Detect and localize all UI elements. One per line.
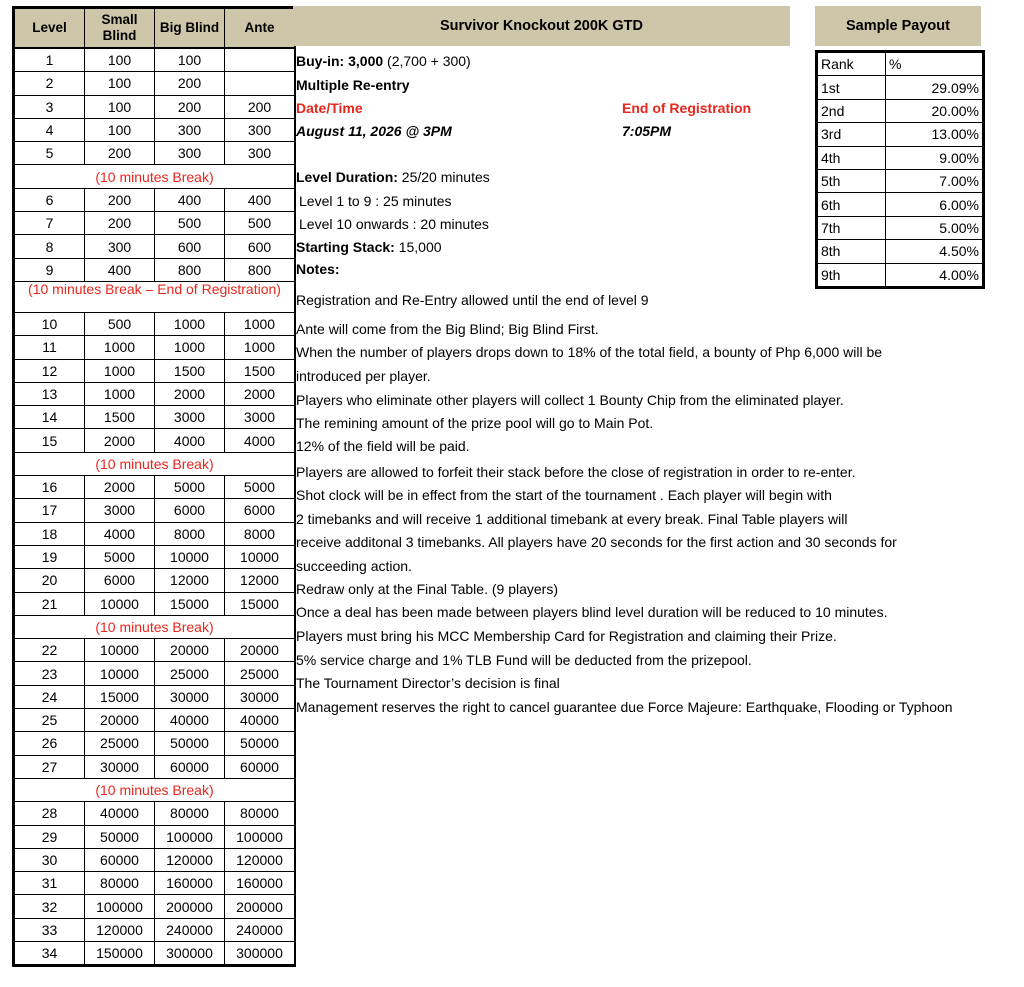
payout-rank: 1st <box>818 76 886 99</box>
big-blind-cell: 12000 <box>155 569 225 592</box>
break-row <box>15 281 295 312</box>
small-blind-cell: 300 <box>85 235 155 258</box>
break-label: (10 minutes Break) <box>15 452 295 475</box>
big-blind-cell: 200 <box>155 95 225 118</box>
levels-body <box>15 48 295 965</box>
big-blind-cell: 80000 <box>155 802 225 825</box>
level-cell: 23 <box>15 662 85 685</box>
big-blind-cell: 1500 <box>155 359 225 382</box>
small-blind-cell: 1500 <box>85 406 155 429</box>
ante-cell: 8000 <box>225 522 295 545</box>
small-blind-cell: 100000 <box>85 895 155 918</box>
payout-row <box>818 263 983 286</box>
big-blind-cell: 1000 <box>155 336 225 359</box>
ante-cell: 600 <box>225 235 295 258</box>
payout-rank: 8th <box>818 240 886 263</box>
ante-cell: 300000 <box>225 941 295 964</box>
level-row <box>15 312 295 335</box>
level-cell: 25 <box>15 709 85 732</box>
big-blind-cell: 600 <box>155 235 225 258</box>
small-blind-cell: 50000 <box>85 825 155 848</box>
payout-rank: 2nd <box>818 99 886 122</box>
level-cell: 4 <box>15 118 85 141</box>
level-row <box>15 755 295 778</box>
level-cell: 19 <box>15 545 85 568</box>
duration-label: Level Duration: <box>296 169 398 185</box>
level-cell: 13 <box>15 382 85 405</box>
small-blind-cell: 60000 <box>85 848 155 871</box>
small-blind-cell: 40000 <box>85 802 155 825</box>
note-line: Registration and Re-Entry allowed until the end of level 9 <box>296 292 649 308</box>
end-registration-label: End of Registration <box>622 100 752 116</box>
payout-rank: 7th <box>818 216 886 239</box>
level-row <box>15 569 295 592</box>
big-blind-cell: 160000 <box>155 872 225 895</box>
level-row <box>15 382 295 405</box>
header-small-blind: Small Blind <box>85 9 155 49</box>
reentry-text: Multiple Re-entry <box>296 77 410 93</box>
small-blind-cell: 120000 <box>85 918 155 941</box>
ante-cell: 30000 <box>225 685 295 708</box>
header-level: Level <box>15 9 85 49</box>
level-row <box>15 212 295 235</box>
payout-row <box>818 169 983 192</box>
small-blind-cell: 10000 <box>85 639 155 662</box>
big-blind-cell: 15000 <box>155 592 225 615</box>
buyin-line <box>296 50 471 72</box>
small-blind-cell: 4000 <box>85 522 155 545</box>
note-line: The Tournament Director’s decision is final <box>296 675 560 691</box>
level-row <box>15 142 295 165</box>
big-blind-cell: 200000 <box>155 895 225 918</box>
level-cell: 3 <box>15 95 85 118</box>
note-line: Management reserves the right to cancel guarantee due Force Majeure: Earthquake, Flooding or Typhoon <box>296 699 953 715</box>
level-row <box>15 895 295 918</box>
payout-percent: 4.00% <box>886 263 983 286</box>
level-row <box>15 802 295 825</box>
level-cell: 6 <box>15 188 85 211</box>
level-cell: 24 <box>15 685 85 708</box>
level-row <box>15 545 295 568</box>
big-blind-cell: 30000 <box>155 685 225 708</box>
buyin-label: Buy-in: <box>296 53 345 69</box>
big-blind-cell: 1000 <box>155 312 225 335</box>
level-cell: 28 <box>15 802 85 825</box>
level-row <box>15 709 295 732</box>
level-row <box>15 359 295 382</box>
note-line: Shot clock will be in effect from the start of the tournament . Each player will begin with <box>296 487 832 503</box>
ante-cell: 300 <box>225 118 295 141</box>
break-label: (10 minutes Break) <box>15 165 295 188</box>
big-blind-cell: 300 <box>155 142 225 165</box>
duration-line <box>296 166 490 188</box>
level-cell: 20 <box>15 569 85 592</box>
ante-cell: 800 <box>225 258 295 281</box>
big-blind-cell: 120000 <box>155 848 225 871</box>
notes-label <box>296 258 340 280</box>
big-blind-cell: 25000 <box>155 662 225 685</box>
level-cell: 27 <box>15 755 85 778</box>
ante-cell: 500 <box>225 212 295 235</box>
note-line: introduced per player. <box>296 368 431 384</box>
notes-label-text: Notes: <box>296 261 340 277</box>
level-row <box>15 406 295 429</box>
big-blind-cell: 8000 <box>155 522 225 545</box>
small-blind-cell: 10000 <box>85 592 155 615</box>
break-label: (10 minutes Break – End of Registration) <box>15 281 295 312</box>
level-row <box>15 662 295 685</box>
small-blind-cell: 30000 <box>85 755 155 778</box>
small-blind-cell: 25000 <box>85 732 155 755</box>
small-blind-cell: 400 <box>85 258 155 281</box>
payout-percent: 9.00% <box>886 146 983 169</box>
small-blind-cell: 5000 <box>85 545 155 568</box>
payout-percent: 5.00% <box>886 216 983 239</box>
payout-rank: 5th <box>818 169 886 192</box>
level-row <box>15 941 295 964</box>
payout-header-pct: % <box>886 53 983 76</box>
level-cell: 5 <box>15 142 85 165</box>
note-line: Redraw only at the Final Table. (9 players) <box>296 581 558 597</box>
level-cell: 16 <box>15 476 85 499</box>
big-blind-cell: 2000 <box>155 382 225 405</box>
level-cell: 29 <box>15 825 85 848</box>
level-cell: 10 <box>15 312 85 335</box>
level-cell: 32 <box>15 895 85 918</box>
level-row <box>15 732 295 755</box>
level-row <box>15 258 295 281</box>
level-row <box>15 825 295 848</box>
small-blind-cell: 1000 <box>85 382 155 405</box>
ante-cell: 300 <box>225 142 295 165</box>
payout-row <box>818 193 983 216</box>
level-cell: 11 <box>15 336 85 359</box>
big-blind-cell: 10000 <box>155 545 225 568</box>
level-row <box>15 499 295 522</box>
payout-percent: 13.00% <box>886 123 983 146</box>
payout-percent: 6.00% <box>886 193 983 216</box>
payout-row <box>818 123 983 146</box>
payout-row <box>818 76 983 99</box>
ante-cell: 100000 <box>225 825 295 848</box>
level-cell: 34 <box>15 941 85 964</box>
break-label: (10 minutes Break) <box>15 778 295 801</box>
level-row <box>15 429 295 452</box>
payout-title: Sample Payout <box>815 6 981 46</box>
level-cell: 22 <box>15 639 85 662</box>
note-line: The remining amount of the prize pool will go to Main Pot. <box>296 415 654 431</box>
note-line: Once a deal has been made between players blind level duration will be reduced to 10 minutes. <box>296 604 888 620</box>
small-blind-cell: 80000 <box>85 872 155 895</box>
level-cell: 14 <box>15 406 85 429</box>
note-line: Ante will come from the Big Blind; Big Blind First. <box>296 321 599 337</box>
note-line: receive additonal 3 timebanks. All players have 20 seconds for the first action and 30 seconds for <box>296 534 897 550</box>
payout-rank: 4th <box>818 146 886 169</box>
break-row <box>15 615 295 638</box>
break-row <box>15 452 295 475</box>
level-cell: 17 <box>15 499 85 522</box>
payout-percent: 4.50% <box>886 240 983 263</box>
note-line: 12% of the field will be paid. <box>296 438 470 454</box>
ante-cell: 12000 <box>225 569 295 592</box>
ante-cell: 5000 <box>225 476 295 499</box>
small-blind-cell: 1000 <box>85 359 155 382</box>
level-cell: 8 <box>15 235 85 258</box>
level-row <box>15 685 295 708</box>
small-blind-cell: 200 <box>85 212 155 235</box>
buyin-breakdown: (2,700 + 300) <box>387 53 471 69</box>
level-cell: 33 <box>15 918 85 941</box>
ante-cell: 120000 <box>225 848 295 871</box>
level-row <box>15 72 295 95</box>
note-line: When the number of players drops down to 18% of the total field, a bounty of Php 6,000 will be <box>296 344 883 360</box>
note-line: 2 timebanks and will receive 1 additional timebank at every break. Final Table players will <box>296 511 848 527</box>
small-blind-cell: 1000 <box>85 336 155 359</box>
big-blind-cell: 500 <box>155 212 225 235</box>
level-row <box>15 118 295 141</box>
big-blind-cell: 100000 <box>155 825 225 848</box>
payout-header-rank: Rank <box>818 53 886 76</box>
level-row <box>15 918 295 941</box>
big-blind-cell: 300000 <box>155 941 225 964</box>
ante-cell: 1500 <box>225 359 295 382</box>
note-line: succeeding action. <box>296 558 412 574</box>
ante-cell: 6000 <box>225 499 295 522</box>
level-row <box>15 48 295 72</box>
payout-rank: 6th <box>818 193 886 216</box>
payout-percent: 7.00% <box>886 169 983 192</box>
level-cell: 15 <box>15 429 85 452</box>
level-row <box>15 336 295 359</box>
level-cell: 18 <box>15 522 85 545</box>
level-cell: 9 <box>15 258 85 281</box>
big-blind-cell: 60000 <box>155 755 225 778</box>
small-blind-cell: 10000 <box>85 662 155 685</box>
big-blind-cell: 40000 <box>155 709 225 732</box>
ante-cell: 40000 <box>225 709 295 732</box>
level-row <box>15 522 295 545</box>
level-cell: 31 <box>15 872 85 895</box>
ante-cell: 50000 <box>225 732 295 755</box>
level-cell: 12 <box>15 359 85 382</box>
payout-row <box>818 240 983 263</box>
ante-cell: 25000 <box>225 662 295 685</box>
ante-cell: 10000 <box>225 545 295 568</box>
payout-header-row <box>818 53 983 76</box>
small-blind-cell: 20000 <box>85 709 155 732</box>
small-blind-cell: 200 <box>85 142 155 165</box>
payout-row <box>818 99 983 122</box>
end-registration-value: 7:05PM <box>622 123 672 139</box>
level-row <box>15 476 295 499</box>
reentry-line <box>296 74 410 96</box>
break-row <box>15 778 295 801</box>
header-ante: Ante <box>225 9 295 49</box>
big-blind-cell: 800 <box>155 258 225 281</box>
big-blind-cell: 100 <box>155 48 225 72</box>
big-blind-cell: 50000 <box>155 732 225 755</box>
big-blind-cell: 200 <box>155 72 225 95</box>
note-line: 5% service charge and 1% TLB Fund will be deducted from the prizepool. <box>296 652 752 668</box>
payout-percent: 29.09% <box>886 76 983 99</box>
ante-cell: 2000 <box>225 382 295 405</box>
table-header-row <box>15 9 295 49</box>
small-blind-cell: 100 <box>85 118 155 141</box>
level-row <box>15 95 295 118</box>
duration-detail-1: Level 1 to 9 : 25 minutes <box>299 193 452 209</box>
small-blind-cell: 15000 <box>85 685 155 708</box>
break-row <box>15 165 295 188</box>
level-cell: 2 <box>15 72 85 95</box>
level-row <box>15 872 295 895</box>
big-blind-cell: 400 <box>155 188 225 211</box>
level-cell: 21 <box>15 592 85 615</box>
payout-row <box>818 216 983 239</box>
note-line: Players are allowed to forfeit their stack before the close of registration in order to re-enter. <box>296 464 856 480</box>
note-line: Players must bring his MCC Membership Card for Registration and claiming their Prize. <box>296 628 837 644</box>
note-line: Players who eliminate other players will collect 1 Bounty Chip from the eliminated player. <box>296 392 844 408</box>
big-blind-cell: 5000 <box>155 476 225 499</box>
ante-cell <box>225 48 295 72</box>
level-cell: 30 <box>15 848 85 871</box>
payout-rank: 3rd <box>818 123 886 146</box>
ante-cell: 200000 <box>225 895 295 918</box>
ante-cell: 4000 <box>225 429 295 452</box>
small-blind-cell: 100 <box>85 72 155 95</box>
ante-cell: 80000 <box>225 802 295 825</box>
level-row <box>15 235 295 258</box>
level-cell: 26 <box>15 732 85 755</box>
small-blind-cell: 150000 <box>85 941 155 964</box>
date-value: August 11, 2026 @ 3PM <box>296 123 452 139</box>
stack-label: Starting Stack: <box>296 239 395 255</box>
level-row <box>15 188 295 211</box>
ante-cell <box>225 72 295 95</box>
stack-value: 15,000 <box>398 239 442 255</box>
duration-detail-2: Level 10 onwards : 20 minutes <box>299 216 489 232</box>
payout-rank: 9th <box>818 263 886 286</box>
payout-table <box>815 50 985 289</box>
big-blind-cell: 20000 <box>155 639 225 662</box>
ante-cell: 1000 <box>225 336 295 359</box>
ante-cell: 1000 <box>225 312 295 335</box>
break-label: (10 minutes Break) <box>15 615 295 638</box>
small-blind-cell: 500 <box>85 312 155 335</box>
ante-cell: 60000 <box>225 755 295 778</box>
tournament-title: Survivor Knockout 200K GTD <box>293 6 790 46</box>
big-blind-cell: 300 <box>155 118 225 141</box>
duration-value: 25/20 minutes <box>401 169 490 185</box>
ante-cell: 20000 <box>225 639 295 662</box>
small-blind-cell: 3000 <box>85 499 155 522</box>
small-blind-cell: 200 <box>85 188 155 211</box>
ante-cell: 160000 <box>225 872 295 895</box>
small-blind-cell: 2000 <box>85 476 155 499</box>
small-blind-cell: 2000 <box>85 429 155 452</box>
ante-cell: 400 <box>225 188 295 211</box>
level-row <box>15 848 295 871</box>
buyin-value: 3,000 <box>348 53 384 69</box>
date-label: Date/Time <box>296 100 363 116</box>
level-cell: 7 <box>15 212 85 235</box>
big-blind-cell: 4000 <box>155 429 225 452</box>
ante-cell: 3000 <box>225 406 295 429</box>
payout-percent: 20.00% <box>886 99 983 122</box>
small-blind-cell: 100 <box>85 95 155 118</box>
small-blind-cell: 6000 <box>85 569 155 592</box>
payout-row <box>818 146 983 169</box>
big-blind-cell: 6000 <box>155 499 225 522</box>
ante-cell: 200 <box>225 95 295 118</box>
stack-line <box>296 236 442 258</box>
ante-cell: 15000 <box>225 592 295 615</box>
header-big-blind: Big Blind <box>155 9 225 49</box>
level-row <box>15 592 295 615</box>
small-blind-cell: 100 <box>85 48 155 72</box>
level-row <box>15 639 295 662</box>
ante-cell: 240000 <box>225 918 295 941</box>
big-blind-cell: 240000 <box>155 918 225 941</box>
level-cell: 1 <box>15 48 85 72</box>
blind-structure-table <box>12 6 296 967</box>
big-blind-cell: 3000 <box>155 406 225 429</box>
